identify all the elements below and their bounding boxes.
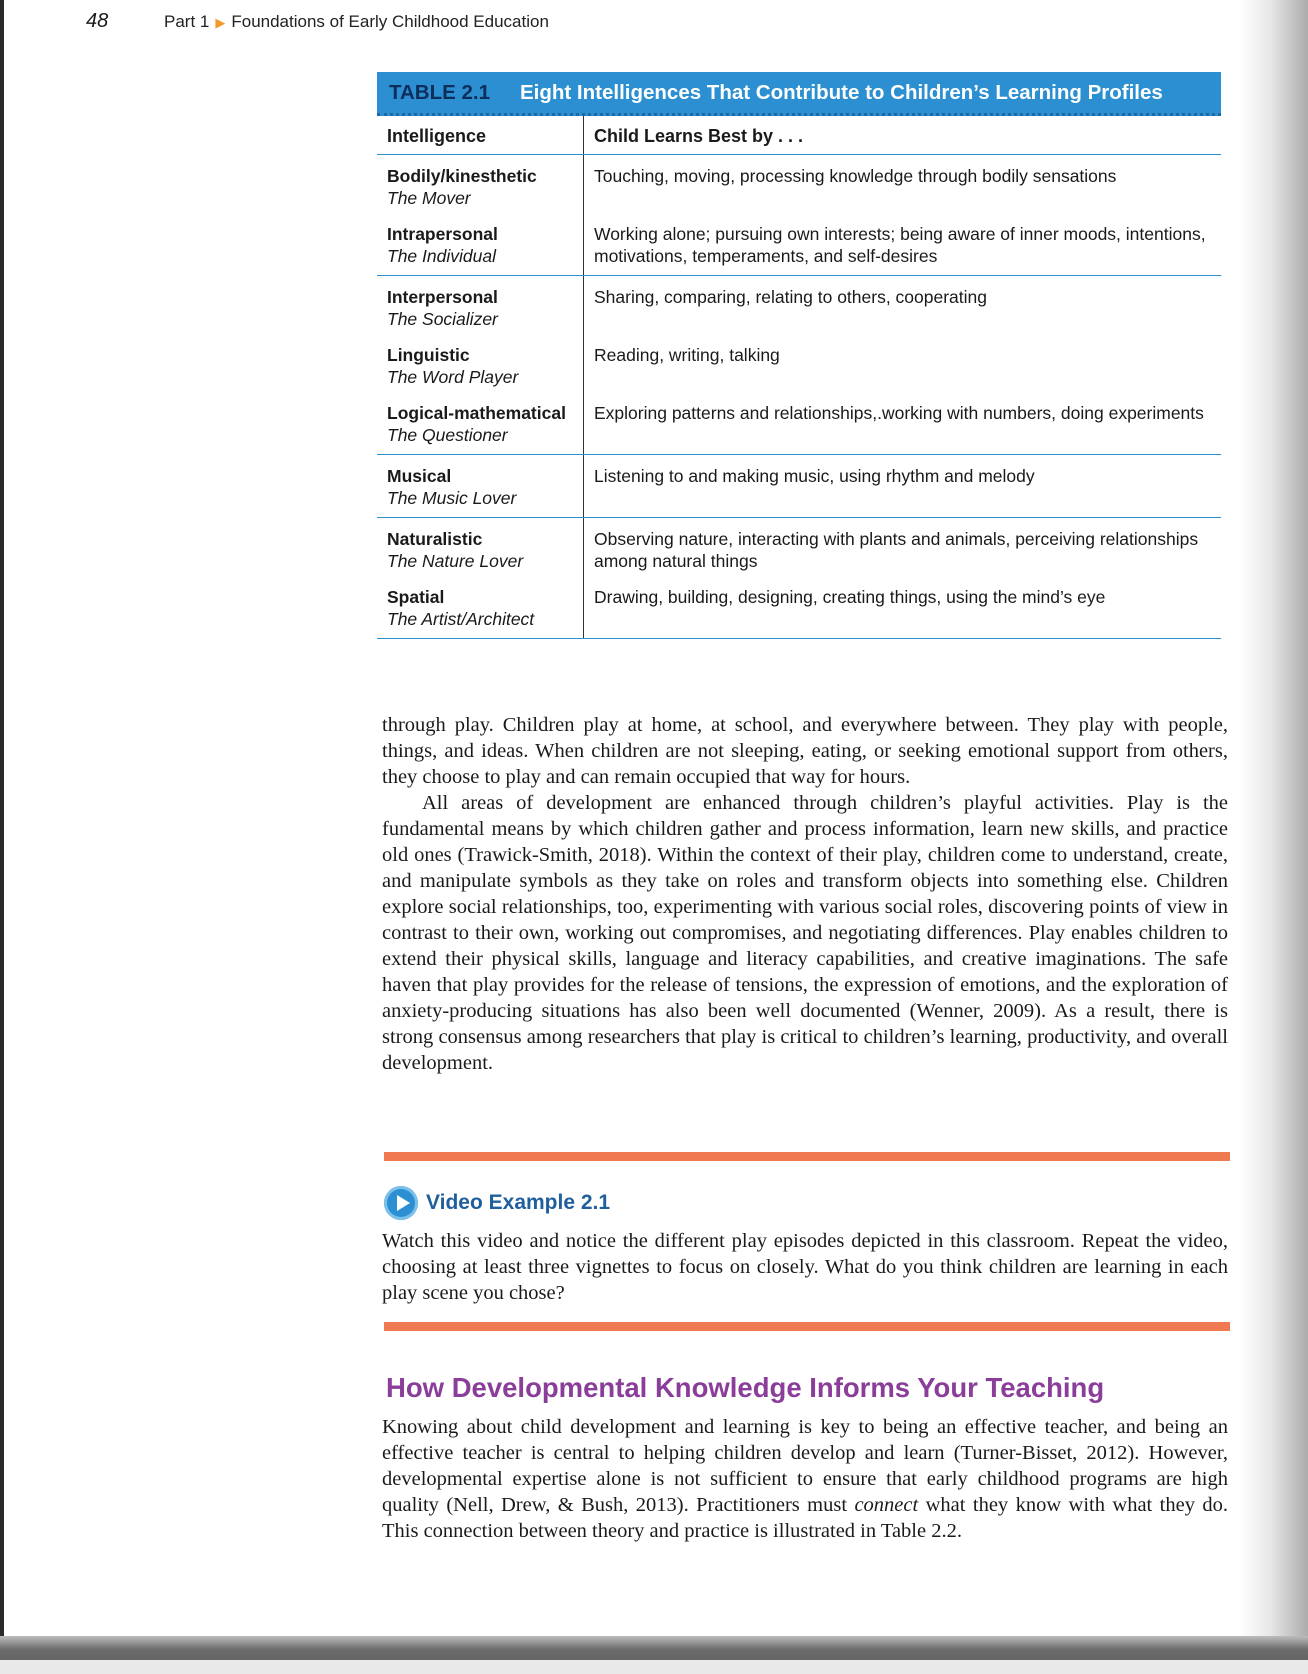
table-row [377, 213, 1221, 276]
intelligence-type: The Music Lover [387, 488, 517, 508]
page-gutter-shadow [1240, 0, 1308, 1674]
page-number: 48 [86, 10, 109, 32]
section-text-start: Knowing about child development and learning is key to being an effective teacher, and being an effective teacher is central to helping children develop and learn (Turner-Bisset, 2012). However, developmental expertise alone is not sufficient to ensure that early childhood programs are high quality (Nell, Drew, & Bush, 2013). Practitioners must [382, 1416, 1228, 1516]
intelligence-type: The Socializer [387, 309, 498, 329]
table-row [377, 155, 1221, 214]
video-example-text-block [382, 1228, 1228, 1306]
intelligence-name: Naturalistic [387, 529, 483, 549]
section-text-block [382, 1414, 1228, 1544]
table-number: TABLE 2.1 [389, 80, 490, 104]
page-left-edge [0, 0, 4, 1674]
learns-best-cell: Working alone; pursuing own interests; being aware of inner moods, intentions, motivations, temperaments, and self-desires [584, 213, 1222, 276]
learns-best-cell: Listening to and making music, using rhythm and melody [584, 455, 1222, 518]
intelligence-name: Logical-mathematical [387, 403, 566, 423]
intelligence-name: Musical [387, 466, 452, 486]
chapter-title: Foundations of Early Childhood Education [231, 12, 549, 31]
learns-best-cell: Touching, moving, processing knowledge through bodily sensations [594, 166, 1117, 186]
body-text [382, 712, 1228, 1076]
table-2-1 [377, 72, 1221, 639]
learns-best-cell: Exploring patterns and relationships,.working with numbers, doing experiments [584, 392, 1222, 455]
table-row [377, 392, 1221, 455]
intelligence-name: Intrapersonal [387, 224, 498, 244]
intelligence-type: The Artist/Architect [387, 609, 535, 629]
scan-bottom-margin [0, 1660, 1308, 1674]
body-paragraph-1: through play. Children play at home, at school, and everywhere between. They play with people, things, and ideas. When children are not sleeping, eating, or seeking emotional support from others, they choose to play and can remain occupied that way for hours. [382, 714, 1228, 788]
section-heading: How Developmental Knowledge Informs Your Teaching [386, 1372, 1105, 1403]
intelligence-type: The Individual [387, 246, 496, 266]
table-row [377, 276, 1221, 335]
video-example-header [384, 1186, 610, 1220]
intelligences-table [377, 116, 1221, 639]
intelligence-name: Spatial [387, 587, 445, 607]
video-example-text: Watch this video and notice the different play episodes depicted in this classroom. Repeat the video, choosing at least three vignettes to focus on closely. What do you think children are learning in each play scene you chose? [382, 1230, 1228, 1304]
intelligence-name: Interpersonal [387, 287, 498, 307]
table-title: Eight Intelligences That Contribute to Children’s Learning Profiles [520, 80, 1163, 104]
body-paragraph-2: All areas of development are enhanced through children’s playful activities. Play is the fundamental means by which children gather and process information, learn new skills, and practice old ones (Trawick-Smith, 2018). Within the context of their play, children come to understand, create, and manipulate symbols as they take on roles and transform objects into something else. Children explore social relationships, too, experimenting with various social roles, discovering points of view in contrast to their own, working out compromises, and negotiating differences. Play enables children to extend their physical skills, language and literacy capabilities, and creative imaginations. The safe haven that play provides for the release of tensions, the expression of emotions, and the exploration of anxiety-producing situations has also been well documented (Wenner, 2009). As a result, there is strong consensus among researchers that play is critical to children’s learning, productivity, and overall development. [382, 792, 1228, 1074]
intelligence-type: The Questioner [387, 425, 508, 445]
intelligence-type: The Word Player [387, 367, 519, 387]
intelligence-name: Linguistic [387, 345, 470, 365]
column-header-intelligence: Intelligence [377, 116, 584, 155]
play-icon[interactable] [384, 1186, 418, 1220]
learns-best-cell: Observing nature, interacting with plants and animals, perceiving relationships among natural things [594, 529, 1199, 571]
video-box-top-rule [384, 1152, 1230, 1161]
table-row [377, 576, 1221, 639]
table-header-row [377, 116, 1221, 155]
learns-best-cell: Reading, writing, talking [594, 345, 780, 365]
arrow-right-icon: ▶ [215, 15, 226, 30]
column-header-learns-best: Child Learns Best by . . . [584, 116, 1222, 155]
learns-best-cell: Sharing, comparing, relating to others, cooperating [594, 287, 988, 307]
section-text-end: what they know with what they do. This connection between theory and practice is illustrated in Table 2.2. [382, 1494, 1228, 1542]
running-head [164, 12, 549, 32]
section-text-emphasis: connect [854, 1494, 919, 1516]
table-row [377, 334, 1221, 392]
table-row [377, 455, 1221, 518]
table-row [377, 518, 1221, 577]
video-box-bottom-rule [384, 1322, 1230, 1331]
intelligence-name: Bodily/kinesthetic [387, 166, 537, 186]
section-paragraph [382, 1414, 1228, 1544]
learns-best-cell: Drawing, building, designing, creating things, using the mind’s eye [584, 576, 1222, 639]
intelligence-type: The Nature Lover [387, 551, 524, 571]
intelligence-type: The Mover [387, 188, 471, 208]
part-label: Part 1 [164, 12, 210, 31]
table-title-bar [377, 72, 1221, 116]
video-example-title[interactable]: Video Example 2.1 [426, 1191, 611, 1214]
